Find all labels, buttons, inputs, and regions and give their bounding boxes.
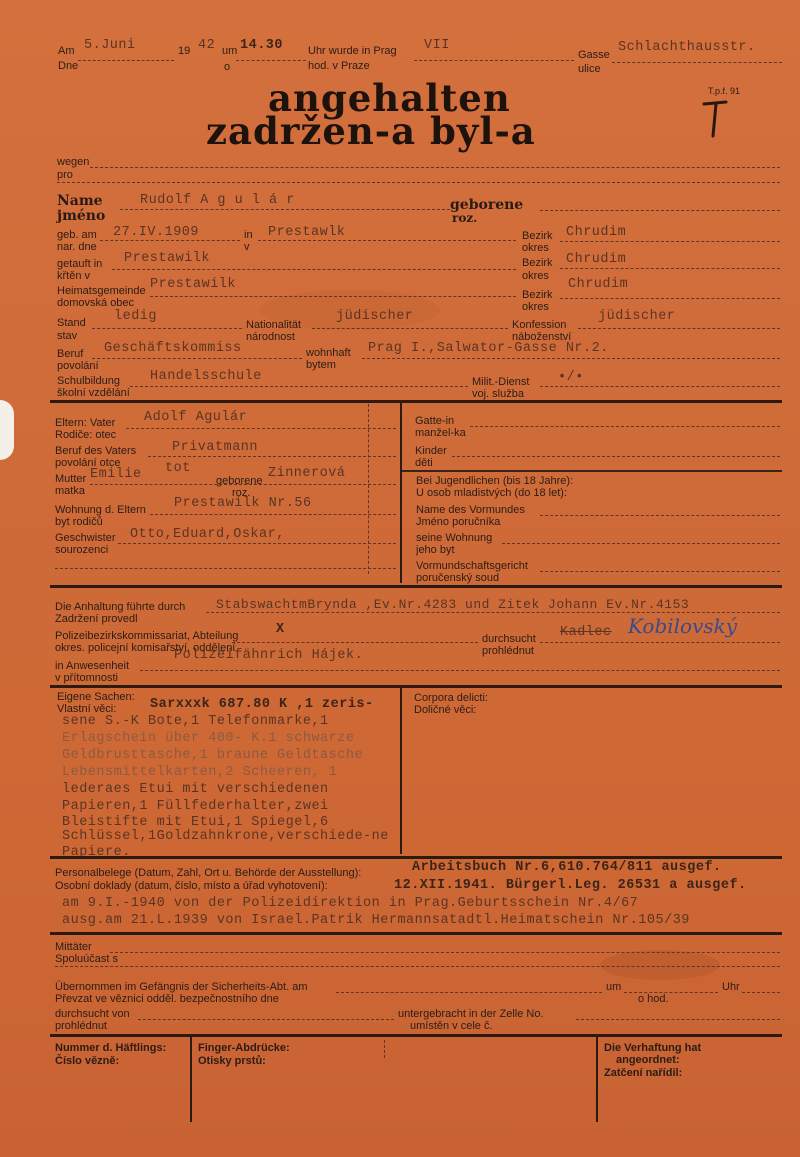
pro-label: pro bbox=[57, 169, 73, 181]
mother-maiden-name: Zinnerová bbox=[268, 466, 346, 481]
parents-home-label: Wohnung d. Eltern bbox=[55, 504, 146, 516]
parents-label: Eltern: Vater bbox=[55, 417, 116, 429]
occupation: Geschäftskommiss bbox=[104, 341, 242, 356]
divider bbox=[400, 688, 402, 854]
siblings-label: Geschwister bbox=[55, 532, 116, 544]
ulice-label: ulice bbox=[578, 63, 601, 75]
property-line: lederaes Etui mit verschiedenen bbox=[62, 782, 329, 797]
baptized-district: Chrudim bbox=[566, 252, 627, 267]
rule bbox=[540, 210, 780, 211]
office-label: Polizeibezirkskommissariat, Abteilung bbox=[55, 630, 239, 642]
title-zadrzen: zadržen-a byl-a bbox=[206, 109, 536, 153]
born-label: geb. am bbox=[57, 229, 97, 241]
cell-label-cz: umístěn v cele č. bbox=[410, 1020, 493, 1032]
rule bbox=[55, 568, 396, 569]
rule bbox=[560, 268, 780, 269]
mother-geb-label: geborene bbox=[216, 475, 263, 487]
rule bbox=[78, 60, 174, 61]
school-label: Schulbildung bbox=[57, 375, 120, 387]
accomplice-label-cz: Spoluúčast s bbox=[55, 953, 118, 965]
rule bbox=[624, 992, 718, 993]
in-label: in bbox=[244, 229, 253, 241]
section-rule bbox=[50, 1034, 782, 1037]
taken-um-label: um bbox=[606, 981, 622, 993]
property-line: Sarxxxk 687.80 K ,1 zeris- bbox=[150, 697, 374, 712]
siblings: Otto,Eduard,Oskar, bbox=[130, 527, 285, 542]
documents-line: Arbeitsbuch Nr.6,610.764/811 ausgef. bbox=[412, 860, 722, 875]
property-line: Bleistifte mit Etui,1 Spiegel,6 bbox=[62, 815, 329, 830]
rule bbox=[126, 428, 396, 429]
education: Handelsschule bbox=[150, 369, 262, 384]
religion: jüdischer bbox=[598, 309, 676, 324]
handwritten-mark bbox=[700, 98, 730, 140]
property-line: Papieren,1 Füllfederhalter,zwei bbox=[62, 799, 329, 814]
birth-place: Prestawlk bbox=[268, 225, 346, 240]
milit-label: Milit.-Dienst bbox=[472, 376, 530, 388]
povolani-label: povolání bbox=[57, 360, 99, 372]
bezirk-label: Bezirk bbox=[522, 230, 553, 242]
rule bbox=[540, 386, 780, 387]
father-job-label: Beruf des Vaters bbox=[55, 445, 137, 457]
fold-crease bbox=[368, 404, 369, 574]
presence-value: Polizeifähnrich Hájek. bbox=[174, 648, 364, 663]
rule bbox=[110, 952, 780, 953]
form-code: T.p.f. 91 bbox=[708, 86, 741, 96]
rule bbox=[112, 269, 516, 270]
rule bbox=[560, 298, 780, 299]
accomplice-label: Mittäter bbox=[55, 941, 92, 953]
office-label-cz: okres. policejní komisařství, oddělení bbox=[55, 642, 236, 654]
court-label: Vormundschaftsgericht bbox=[416, 560, 528, 572]
dne-label: Dne bbox=[58, 60, 79, 72]
cell-label: untergebracht in der Zelle No. bbox=[398, 1008, 544, 1020]
searched-by-label: durchsucht von bbox=[55, 1008, 130, 1020]
rule bbox=[540, 571, 780, 572]
rule bbox=[150, 514, 396, 515]
marital-status: ledig bbox=[114, 309, 158, 324]
documents-line: am 9.I.-1940 von der Polizeidirektion in Prag.Geburtsschein Nr.4/67 bbox=[62, 896, 639, 911]
property-line: Papiere. bbox=[62, 845, 131, 860]
divider bbox=[190, 1037, 192, 1122]
corpora-label: Corpora delicti: bbox=[414, 692, 488, 704]
gasse-label: Gasse bbox=[578, 49, 610, 61]
rule bbox=[742, 992, 780, 993]
home-district: Chrudim bbox=[568, 277, 629, 292]
property-line: Geldbrusttasche,1 braune Geldtasche bbox=[62, 748, 364, 763]
arrest-date: 5.Juni bbox=[84, 38, 136, 53]
rule bbox=[452, 456, 780, 457]
spouse-label: Gatte-in bbox=[415, 415, 455, 427]
heimat-label-cz: domovská obec bbox=[57, 297, 135, 309]
rule bbox=[118, 543, 396, 544]
milit-label-cz: voj. služba bbox=[472, 388, 524, 400]
property-label: Eigene Sachen: bbox=[57, 691, 135, 703]
documents-line: 12.XII.1941. Bürgerl.Leg. 26531 a ausgef. bbox=[394, 878, 747, 893]
rule bbox=[402, 470, 782, 472]
heimat-label: Heimatsgemeinde bbox=[57, 285, 146, 297]
rule bbox=[414, 60, 574, 61]
ordered-by-label-cz: Zatčení nařídil: bbox=[604, 1067, 683, 1079]
juvenile-label-cz: U osob mladistvých (do 18 let): bbox=[416, 487, 568, 499]
okres-label: okres bbox=[522, 301, 549, 313]
office-value: X bbox=[276, 622, 285, 637]
property-line: sene S.-K Bote,1 Telefonmarke,1 bbox=[62, 714, 329, 729]
rule bbox=[362, 358, 780, 359]
searcher-signature: Kobilovský bbox=[628, 614, 738, 638]
prisoner-number-label: Nummer d. Häftlings: bbox=[55, 1042, 167, 1054]
rule bbox=[236, 60, 306, 61]
district: VII bbox=[424, 38, 450, 53]
arrest-by-label: Die Anhaltung führte durch bbox=[55, 601, 186, 613]
searched-label-cz: prohlédnut bbox=[482, 645, 534, 657]
rule bbox=[232, 642, 478, 643]
juvenile-label: Bei Jugendlichen (bis 18 Jahre): bbox=[416, 475, 574, 487]
bezirk-label: Bezirk bbox=[522, 289, 553, 301]
documents-label-cz: Osobní doklady (datum, číslo, místo a úřad vyhotovení): bbox=[55, 880, 328, 892]
rule bbox=[90, 167, 780, 168]
mark bbox=[384, 1040, 385, 1058]
rule bbox=[150, 296, 516, 297]
presence-label: in Anwesenheit bbox=[55, 660, 129, 672]
parents-home-label-cz: byt rodičů bbox=[55, 516, 103, 528]
mother-label-cz: matka bbox=[55, 485, 85, 497]
rule bbox=[148, 456, 396, 457]
divider bbox=[596, 1037, 598, 1122]
property-line: Lebensmittelkarten,2 Scheeren, 1 bbox=[62, 765, 338, 780]
baptized-label-cz: křtěn v bbox=[57, 270, 91, 282]
am-label: Am bbox=[58, 45, 75, 57]
children-label: Kinder bbox=[415, 445, 447, 457]
torn-edge bbox=[0, 400, 14, 460]
father-job: Privatmann bbox=[172, 440, 259, 455]
jmeno-label: jméno bbox=[57, 208, 106, 224]
section-rule bbox=[50, 856, 782, 859]
birth-date: 27.IV.1909 bbox=[113, 225, 200, 240]
rule bbox=[90, 484, 396, 485]
guardian-home-label-cz: jeho byt bbox=[416, 544, 455, 556]
rule bbox=[57, 182, 780, 183]
rule bbox=[560, 241, 780, 242]
rule bbox=[92, 328, 242, 329]
ordered-by-label-2: angeordnet: bbox=[616, 1054, 680, 1066]
fingerprints-label: Finger-Abdrücke: bbox=[198, 1042, 290, 1054]
mother-roz-label: roz. bbox=[232, 487, 251, 499]
arrest-year: 42 bbox=[198, 38, 216, 53]
bytem-label: bytem bbox=[306, 359, 336, 371]
baptized-place: Prestawilk bbox=[124, 251, 211, 266]
searched-by-label-cz: prohlédnut bbox=[55, 1020, 107, 1032]
stav-label: stav bbox=[57, 330, 78, 342]
searched-by-struck: Kadlec bbox=[560, 625, 612, 640]
rule bbox=[540, 642, 780, 643]
rule bbox=[92, 358, 302, 359]
hod-praze-label: hod. v Praze bbox=[308, 60, 370, 72]
stain bbox=[600, 950, 720, 980]
father-job-label-cz: povolání otce bbox=[55, 457, 121, 469]
year-prefix: 19 bbox=[178, 45, 191, 57]
property-line: Erlagschein über 400- K.1 schwarze bbox=[62, 731, 355, 746]
rule bbox=[312, 328, 508, 329]
uhr-prag-label: Uhr wurde in Prag bbox=[308, 45, 397, 57]
beruf-label: Beruf bbox=[57, 348, 84, 360]
guardian-home-label: seine Wohnung bbox=[416, 532, 493, 544]
stand-label: Stand bbox=[57, 317, 86, 329]
mother-name: Emilie bbox=[90, 467, 142, 482]
rule bbox=[120, 209, 450, 210]
roz-label: roz. bbox=[452, 211, 478, 225]
military-service: •/• bbox=[558, 370, 584, 385]
baptized-label: getauft in bbox=[57, 258, 103, 270]
searched-label: durchsucht bbox=[482, 633, 536, 645]
rule bbox=[138, 1019, 394, 1020]
rule bbox=[612, 62, 782, 63]
fingerprints-label-cz: Otisky prstů: bbox=[198, 1055, 266, 1067]
rule bbox=[470, 426, 780, 427]
okres-label: okres bbox=[522, 242, 549, 254]
arrest-by-label-cz: Zadržení provedl bbox=[55, 613, 138, 625]
children-label-cz: děti bbox=[415, 457, 433, 469]
guardian-label-cz: Jméno poručníka bbox=[416, 516, 501, 528]
section-rule bbox=[50, 932, 782, 935]
parents-label-cz: Rodiče: otec bbox=[55, 429, 117, 441]
rule bbox=[55, 966, 780, 967]
arresting-officers: StabswachtmBrynda ,Ev.Nr.4283 und Zitek Johann Ev.Nr.4153 bbox=[216, 597, 690, 612]
section-rule bbox=[50, 400, 782, 403]
taken-uhr-label: Uhr bbox=[722, 981, 740, 993]
mother-label: Mutter bbox=[55, 473, 87, 485]
rule bbox=[100, 240, 240, 241]
name-value: Rudolf A g u l á r bbox=[140, 193, 295, 208]
property-line: Schlüssel,1Goldzahnkrone,verschiede-ne bbox=[62, 829, 389, 844]
property-label-cz: Vlastní věci: bbox=[57, 703, 117, 715]
documents-label: Personalbelege (Datum, Zahl, Ort u. Behörde der Ausstellung): bbox=[55, 867, 362, 879]
rule bbox=[540, 515, 780, 516]
presence-label-cz: v přítomnosti bbox=[55, 672, 118, 684]
taken-hod-label: o hod. bbox=[638, 993, 669, 1005]
section-rule bbox=[50, 585, 782, 588]
name-label: Name bbox=[57, 193, 103, 209]
okres-label: okres bbox=[522, 270, 549, 282]
rule bbox=[258, 240, 516, 241]
documents-line: ausg.am 21.L.1939 von Israel.Patrik Hermannsatadtl.Heimatschein Nr.105/39 bbox=[62, 913, 690, 928]
divider bbox=[400, 403, 402, 583]
wohnhaft-label: wohnhaft bbox=[306, 347, 351, 359]
um-label: um bbox=[222, 45, 238, 57]
o-label: o bbox=[224, 61, 231, 73]
guardian-label: Name des Vormundes bbox=[416, 504, 525, 516]
arrest-time: 14.30 bbox=[240, 38, 284, 53]
rule bbox=[130, 386, 468, 387]
corpora-label-cz: Doličné věci: bbox=[414, 704, 477, 716]
rule bbox=[206, 612, 780, 613]
rule bbox=[336, 992, 602, 993]
konfession-label: Konfession bbox=[512, 319, 567, 331]
father-name: Adolf Agulár bbox=[144, 410, 248, 425]
nationality: jüdischer bbox=[336, 309, 414, 324]
siblings-label-cz: sourozenci bbox=[55, 544, 109, 556]
spouse-label-cz: manžel-ka bbox=[415, 427, 466, 439]
ordered-by-label: Die Verhaftung hat bbox=[604, 1042, 702, 1054]
mother-deceased: tot bbox=[165, 461, 191, 476]
section-rule bbox=[50, 685, 782, 688]
rule bbox=[502, 543, 780, 544]
rule bbox=[578, 328, 780, 329]
born-label-cz: nar. dne bbox=[57, 241, 97, 253]
parents-home: Prestawilk Nr.56 bbox=[174, 496, 312, 511]
court-label-cz: poručenský soud bbox=[416, 572, 500, 584]
street: Schlachthausstr. bbox=[618, 40, 756, 55]
prisoner-number-label-cz: Číslo vězně: bbox=[55, 1055, 120, 1067]
geborene-label: geborene bbox=[450, 197, 524, 213]
rule bbox=[140, 670, 780, 671]
narodnost-label: národnost bbox=[246, 331, 295, 343]
wegen-label: wegen bbox=[57, 156, 90, 168]
taken-label-cz: Převzat ve věznici odděl. bezpečnostního dne bbox=[55, 993, 279, 1005]
nationality-label: Nationalität bbox=[246, 319, 302, 331]
bezirk-label: Bezirk bbox=[522, 257, 553, 269]
v-label: v bbox=[244, 241, 250, 253]
rule bbox=[576, 1019, 780, 1020]
residence: Prag I.,Salwator-Gasse Nr.2. bbox=[368, 341, 609, 356]
title-angehalten: angehalten bbox=[268, 76, 511, 120]
nabozenstvi-label: náboženství bbox=[512, 331, 572, 343]
school-label-cz: školní vzdělání bbox=[57, 387, 130, 399]
home-town: Prestawilk bbox=[150, 277, 237, 292]
taken-label: Übernommen im Gefängnis der Sicherheits-Abt. am bbox=[55, 981, 308, 993]
birth-district: Chrudim bbox=[566, 225, 627, 240]
